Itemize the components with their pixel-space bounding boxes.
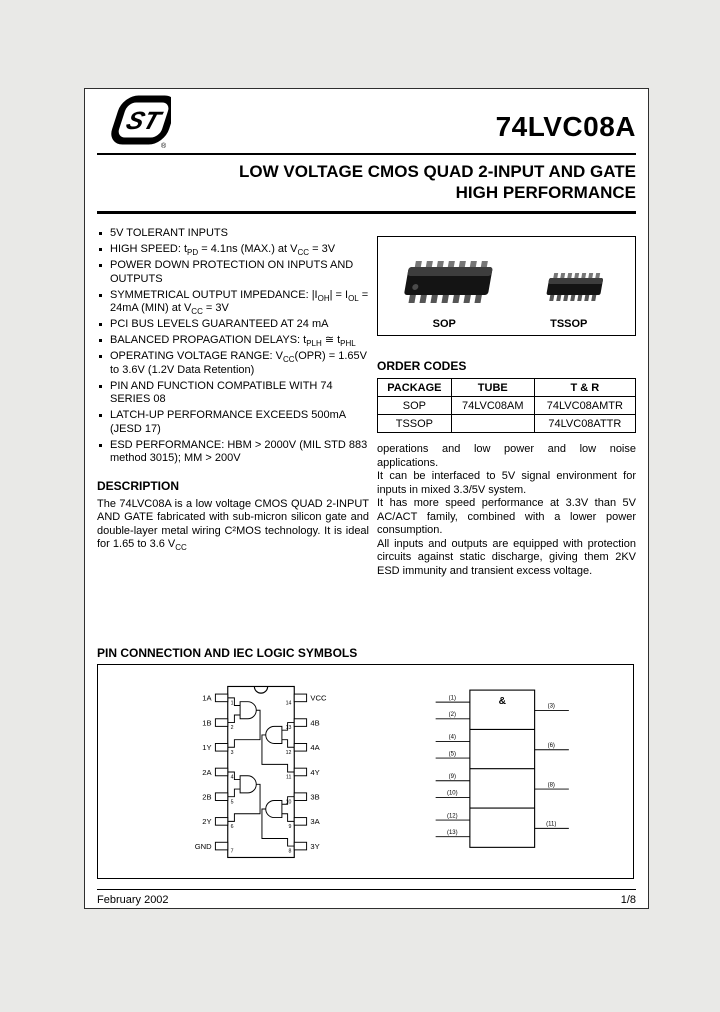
- pin-label: 1Y: [201, 743, 212, 753]
- pin-label: 1B: [201, 718, 212, 728]
- table-header-row: [378, 379, 636, 397]
- pin-number: 3: [230, 749, 234, 756]
- sop-label: SOP: [432, 318, 456, 330]
- feature-item: PCI BUS LEVELS GUARANTEED AT 24 mA: [97, 318, 369, 332]
- paragraph: It can be interfaced to 5V signal environment for inputs in mixed 3.3/5V system.: [377, 470, 636, 496]
- feature-item: ESD PERFORMANCE: HBM > 2000V (MIL STD 883 method 3015); MM > 200V: [97, 439, 369, 466]
- pin-number: 12: [285, 749, 291, 756]
- iec-input: (1): [448, 695, 456, 702]
- table-row: [378, 415, 636, 433]
- pin-number: 5: [230, 799, 234, 806]
- iec-outline: [469, 690, 534, 847]
- st-logo: [97, 94, 171, 155]
- feature-item: POWER DOWN PROTECTION ON INPUTS AND OUTPUTS: [97, 259, 369, 286]
- header-rule: [97, 153, 636, 155]
- pin-label: VCC: [309, 693, 326, 703]
- title-line1: LOW VOLTAGE CMOS QUAD 2-INPUT AND GATE: [239, 162, 636, 181]
- and-symbol: &: [498, 695, 506, 707]
- cell-tube: 74LVC08AM: [451, 397, 534, 415]
- left-column: [97, 227, 369, 552]
- description-continued: [377, 443, 636, 578]
- feature-item: BALANCED PROPAGATION DELAYS: $t_{PLH}$ ≅ $t_{PHL}$: [97, 334, 369, 348]
- footer: [97, 894, 636, 906]
- sop-package-image: [388, 249, 500, 315]
- right-column: [377, 236, 636, 578]
- pin-number: 10: [285, 799, 291, 806]
- description-heading: DESCRIPTION: [97, 478, 180, 493]
- paragraph: operations and low power and low noise applications.: [377, 443, 636, 469]
- pin-number: 2: [230, 725, 234, 732]
- pin-label: 1A: [201, 693, 212, 703]
- feature-item: LATCH-UP PERFORMANCE EXCEEDS 500mA (JESD 17): [97, 409, 369, 436]
- cell-tube: [451, 415, 534, 433]
- iec-input: (10): [446, 790, 458, 797]
- pin-number: 9: [287, 824, 291, 831]
- pin-label: 4B: [309, 718, 320, 728]
- iec-logic-symbol: [382, 679, 604, 864]
- iec-output: (3): [547, 703, 555, 710]
- datasheet-page: [84, 88, 649, 909]
- iec-input: (5): [448, 751, 456, 758]
- cell-package: SOP: [378, 397, 452, 415]
- cell-tr: 74LVC08ATTR: [534, 415, 635, 433]
- iec-input: (9): [448, 773, 456, 780]
- part-number: 74LVC08A: [495, 111, 636, 142]
- pin-label: 2A: [201, 767, 212, 777]
- sop-package: [382, 243, 507, 330]
- cell-tr: 74LVC08AMTR: [534, 397, 635, 415]
- iec-input: (12): [446, 813, 458, 820]
- pin-diagram-box: [97, 664, 634, 879]
- order-codes-table: [377, 378, 636, 433]
- pin-label: 4A: [309, 743, 320, 753]
- package-images-box: [377, 236, 636, 336]
- pin-number: 8: [287, 848, 291, 855]
- order-codes-heading: ORDER CODES: [377, 359, 467, 373]
- col-header-tr: T & R: [534, 379, 635, 397]
- table-row: [378, 397, 636, 415]
- tssop-label: TSSOP: [550, 318, 588, 330]
- pin-number: 4: [230, 774, 234, 781]
- pin-number: 7: [230, 848, 234, 855]
- pin-connection-diagram: [128, 674, 375, 869]
- pin-number: 11: [285, 774, 291, 781]
- iec-output: (6): [547, 742, 555, 749]
- tssop-package: [507, 243, 632, 330]
- paragraph: All inputs and outputs are equipped with protection circuits against static discharge, giving them 2KV ESD immunity and transient excess voltage.: [377, 537, 636, 577]
- pin-number: 13: [285, 725, 291, 732]
- footer-page-number: 1/8: [620, 894, 636, 906]
- pin-label: 3Y: [309, 841, 320, 851]
- registered-mark: ®: [161, 143, 167, 150]
- pin-label: 3B: [309, 792, 320, 802]
- doc-title: [239, 161, 636, 203]
- pin-label: 3A: [309, 817, 320, 827]
- feature-item: SYMMETRICAL OUTPUT IMPEDANCE: $|I_{OH}| = I_{OL} = 24mA$ (MIN) at $V_{CC} = 3V$: [97, 289, 369, 316]
- feature-item: HIGH SPEED: $t_{PD} = 4.1ns$ (MAX.) at $V_{CC} = 3V$: [97, 243, 369, 257]
- features-list: [97, 227, 369, 466]
- title-line2: HIGH PERFORMANCE: [455, 183, 636, 202]
- pin-number: 1: [230, 700, 234, 707]
- feature-item: OPERATING VOLTAGE RANGE: $V_{CC}(OPR) = 1.65V$ to 3.6V (1.2V Data Retention): [97, 350, 369, 377]
- feature-item: 5V TOLERANT INPUTS: [97, 227, 369, 241]
- st-logo-text: ST: [122, 107, 164, 135]
- tssop-package-image: [523, 257, 615, 315]
- pin-number: 6: [230, 824, 234, 831]
- footer-rule: [97, 889, 636, 890]
- col-header-tube: TUBE: [451, 379, 534, 397]
- iec-input: (4): [448, 734, 456, 741]
- paragraph: It has more speed performance at 3.3V than 5V AC/ACT family, combined with a lower power consumption.: [377, 497, 636, 536]
- st-logo-image: [97, 94, 171, 150]
- pin-label: 2B: [201, 792, 212, 802]
- footer-date: February 2002: [97, 894, 169, 906]
- title-rule: [97, 211, 636, 214]
- feature-item: PIN AND FUNCTION COMPATIBLE WITH 74 SERIES 08: [97, 380, 369, 407]
- pin-label: GND: [194, 841, 212, 851]
- pin-number: 14: [285, 700, 291, 707]
- pin-label: 4Y: [309, 767, 320, 777]
- cell-package: TSSOP: [378, 415, 452, 433]
- pin-label: 2Y: [201, 817, 212, 827]
- description-text: The 74LVC08A is a low voltage CMOS QUAD 2-INPUT AND GATE fabricated with sub-micron silicon gate and double-layer metal wiring C²MOS technology. It is ideal for 1.65 to 3.6 $V_{CC}$: [97, 497, 369, 553]
- dip-body: [227, 686, 294, 857]
- dip-left-labels: [194, 694, 212, 851]
- iec-output: (8): [547, 782, 555, 789]
- pin-section-heading: PIN CONNECTION AND IEC LOGIC SYMBOLS: [97, 646, 358, 660]
- iec-input: (2): [448, 712, 456, 718]
- dip-right-labels: [310, 694, 327, 851]
- col-header-package: PACKAGE: [378, 379, 452, 397]
- iec-input: (13): [446, 829, 458, 836]
- iec-output: (11): [545, 821, 556, 828]
